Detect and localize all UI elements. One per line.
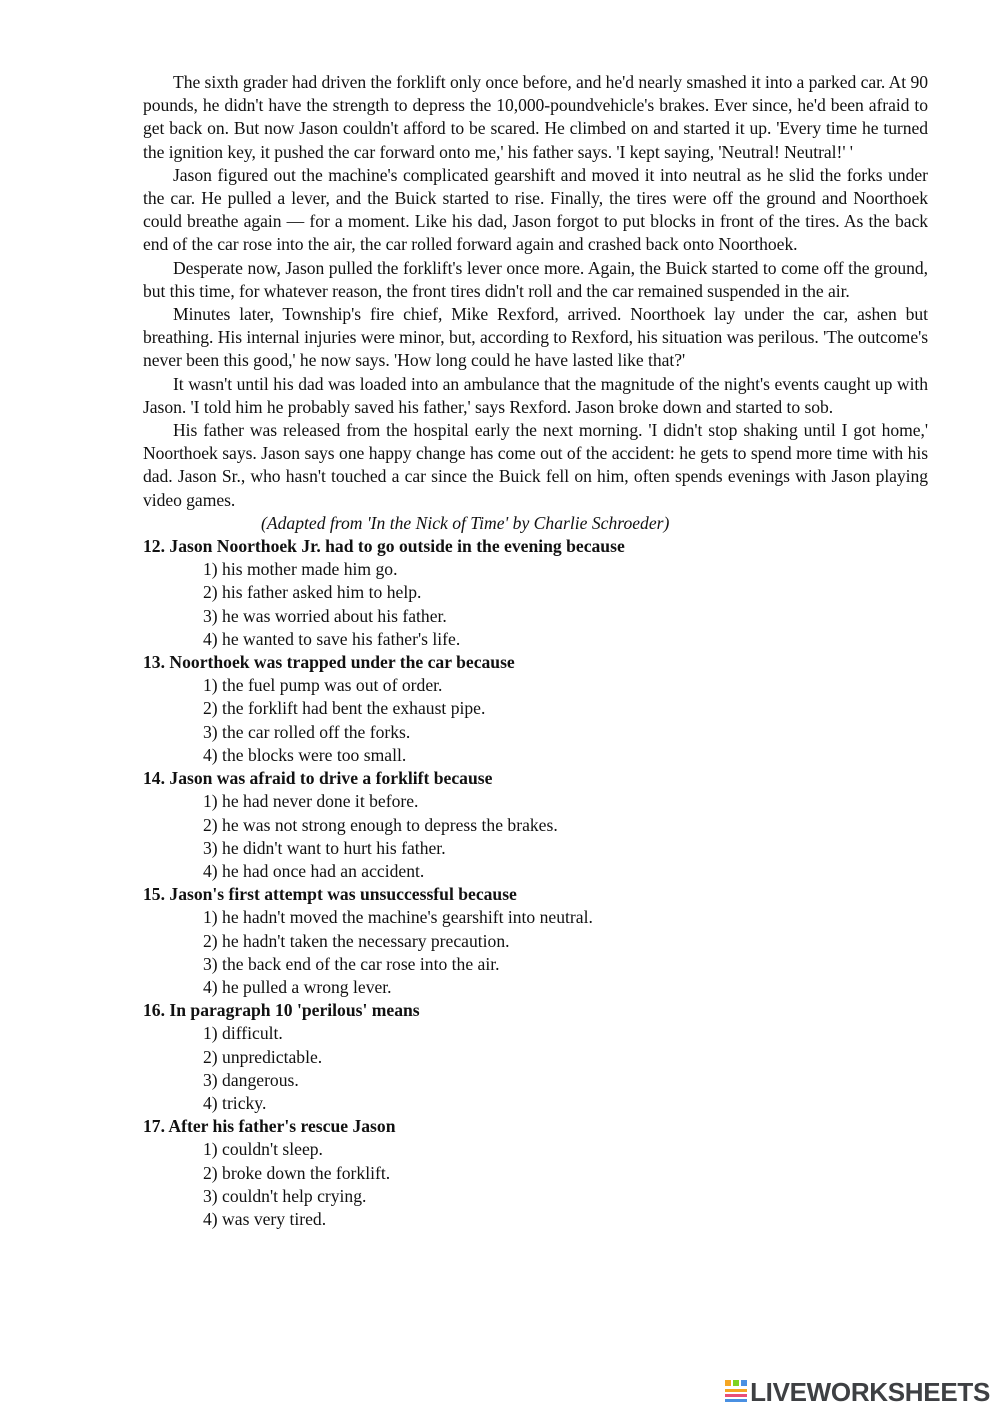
question-13 xyxy=(143,651,928,767)
answer-options xyxy=(143,906,928,999)
answer-option[interactable]: 1) the fuel pump was out of order. xyxy=(203,675,443,696)
answer-option[interactable]: 2) he was not strong enough to depress the brakes. xyxy=(203,814,558,835)
answer-options xyxy=(143,1022,928,1115)
answer-option[interactable]: 3) couldn't help crying. xyxy=(203,1185,367,1206)
answer-option[interactable]: 3) the car rolled off the forks. xyxy=(203,721,411,742)
question-stem: 16. In paragraph 10 'perilous' means xyxy=(143,1000,420,1021)
answer-option[interactable]: 4) was very tired. xyxy=(203,1208,327,1229)
answer-option[interactable]: 1) his mother made him go. xyxy=(203,559,398,580)
answer-option[interactable]: 4) he wanted to save his father's life. xyxy=(203,628,461,649)
question-14 xyxy=(143,767,928,883)
question-stem: 12. Jason Noorthoek Jr. had to go outside in the evening because xyxy=(143,536,625,557)
answer-option[interactable]: 4) the blocks were too small. xyxy=(203,744,407,765)
answer-option[interactable]: 4) he pulled a wrong lever. xyxy=(203,976,392,997)
answer-options xyxy=(143,674,928,767)
answer-option[interactable]: 3) dangerous. xyxy=(203,1069,299,1090)
answer-options xyxy=(143,1138,928,1231)
liveworksheets-logo-icon xyxy=(725,1380,747,1404)
passage-paragraph: His father was released from the hospital early the next morning. 'I didn't stop shaking until I got home,' Noorthoek says. Jason says one happy change has come out of the accident: he gets to spend more time with his dad. Jason Sr., who hasn't touched a car since the Buick fell on him, often spends evenings with Jason playing video games. xyxy=(143,420,928,510)
answer-option[interactable]: 3) the back end of the car rose into the air. xyxy=(203,953,500,974)
passage-paragraph: Desperate now, Jason pulled the forklift's lever once more. Again, the Buick started to come off the ground, but this time, for whatever reason, the front tires didn't roll and the car remained suspended in the air. xyxy=(143,257,928,301)
question-15 xyxy=(143,883,928,999)
answer-option[interactable]: 1) he hadn't moved the machine's gearshift into neutral. xyxy=(203,907,593,928)
passage-source: (Adapted from 'In the Nick of Time' by Charlie Schroeder) xyxy=(261,512,670,533)
answer-option[interactable]: 2) the forklift had bent the exhaust pipe. xyxy=(203,698,486,719)
passage-paragraph: Jason figured out the machine's complicated gearshift and moved it into neutral as he slid the forks under the car. He pulled a lever, and the Buick started to rise. Finally, the tires were off the ground and Noorthoek could breathe again — for a moment. Like his dad, Jason forgot to put blocks in front of the tires. As the back end of the car rose into the air, the car rolled forward again and crashed back onto Noorthoek. xyxy=(143,164,928,255)
answer-options xyxy=(143,558,928,651)
question-stem: 14. Jason was afraid to drive a forklift because xyxy=(143,768,493,789)
passage-paragraph: The sixth grader had driven the forklift only once before, and he'd nearly smashed it into a parked car. At 90 pounds, he didn't have the strength to depress the 10,000-poundvehicle's brakes. Ever since, he'd been afraid to get back on. But now Jason couldn't afford to be scared. He climbed on and started it up. 'Every time he turned the ignition key, it pushed the car forward onto me,' his father says. 'I kept saying, 'Neutral! Neutral!' ' xyxy=(143,72,928,162)
answer-option[interactable]: 4) tricky. xyxy=(203,1092,267,1113)
answer-option[interactable]: 3) he didn't want to hurt his father. xyxy=(203,837,446,858)
answer-option[interactable]: 2) he hadn't taken the necessary precaution. xyxy=(203,930,510,951)
answer-option[interactable]: 2) broke down the forklift. xyxy=(203,1162,391,1183)
worksheet-page xyxy=(143,71,928,1231)
answer-option[interactable]: 4) he had once had an accident. xyxy=(203,860,425,881)
answer-option[interactable]: 2) his father asked him to help. xyxy=(203,582,422,603)
question-stem: 13. Noorthoek was trapped under the car because xyxy=(143,652,515,673)
passage-paragraph: It wasn't until his dad was loaded into an ambulance that the magnitude of the night's events caught up with Jason. 'I told him he probably saved his father,' says Rexford. Jason broke down and started to sob. xyxy=(143,373,928,417)
brand-name: LIVEWORKSHEETS xyxy=(750,1377,990,1407)
question-stem: 15. Jason's first attempt was unsuccessful because xyxy=(143,884,517,905)
question-17 xyxy=(143,1115,928,1231)
question-stem: 17. After his father's rescue Jason xyxy=(143,1116,396,1137)
liveworksheets-brand[interactable] xyxy=(725,1377,990,1407)
question-12 xyxy=(143,535,928,651)
answer-option[interactable]: 1) he had never done it before. xyxy=(203,791,419,812)
answer-option[interactable]: 1) difficult. xyxy=(203,1023,283,1044)
answer-options xyxy=(143,790,928,883)
question-16 xyxy=(143,999,928,1115)
answer-option[interactable]: 3) he was worried about his father. xyxy=(203,605,447,626)
answer-option[interactable]: 2) unpredictable. xyxy=(203,1046,323,1067)
passage-paragraph: Minutes later, Township's fire chief, Mike Rexford, arrived. Noorthoek lay under the car, ashen but breathing. His internal injuries were minor, but, according to Rexford, his situation was perilous. 'The outcome's never been this good,' he now says. 'How long could he have lasted like that?' xyxy=(143,304,928,371)
question-list xyxy=(143,535,928,1231)
reading-passage xyxy=(143,71,928,535)
answer-option[interactable]: 1) couldn't sleep. xyxy=(203,1139,323,1160)
